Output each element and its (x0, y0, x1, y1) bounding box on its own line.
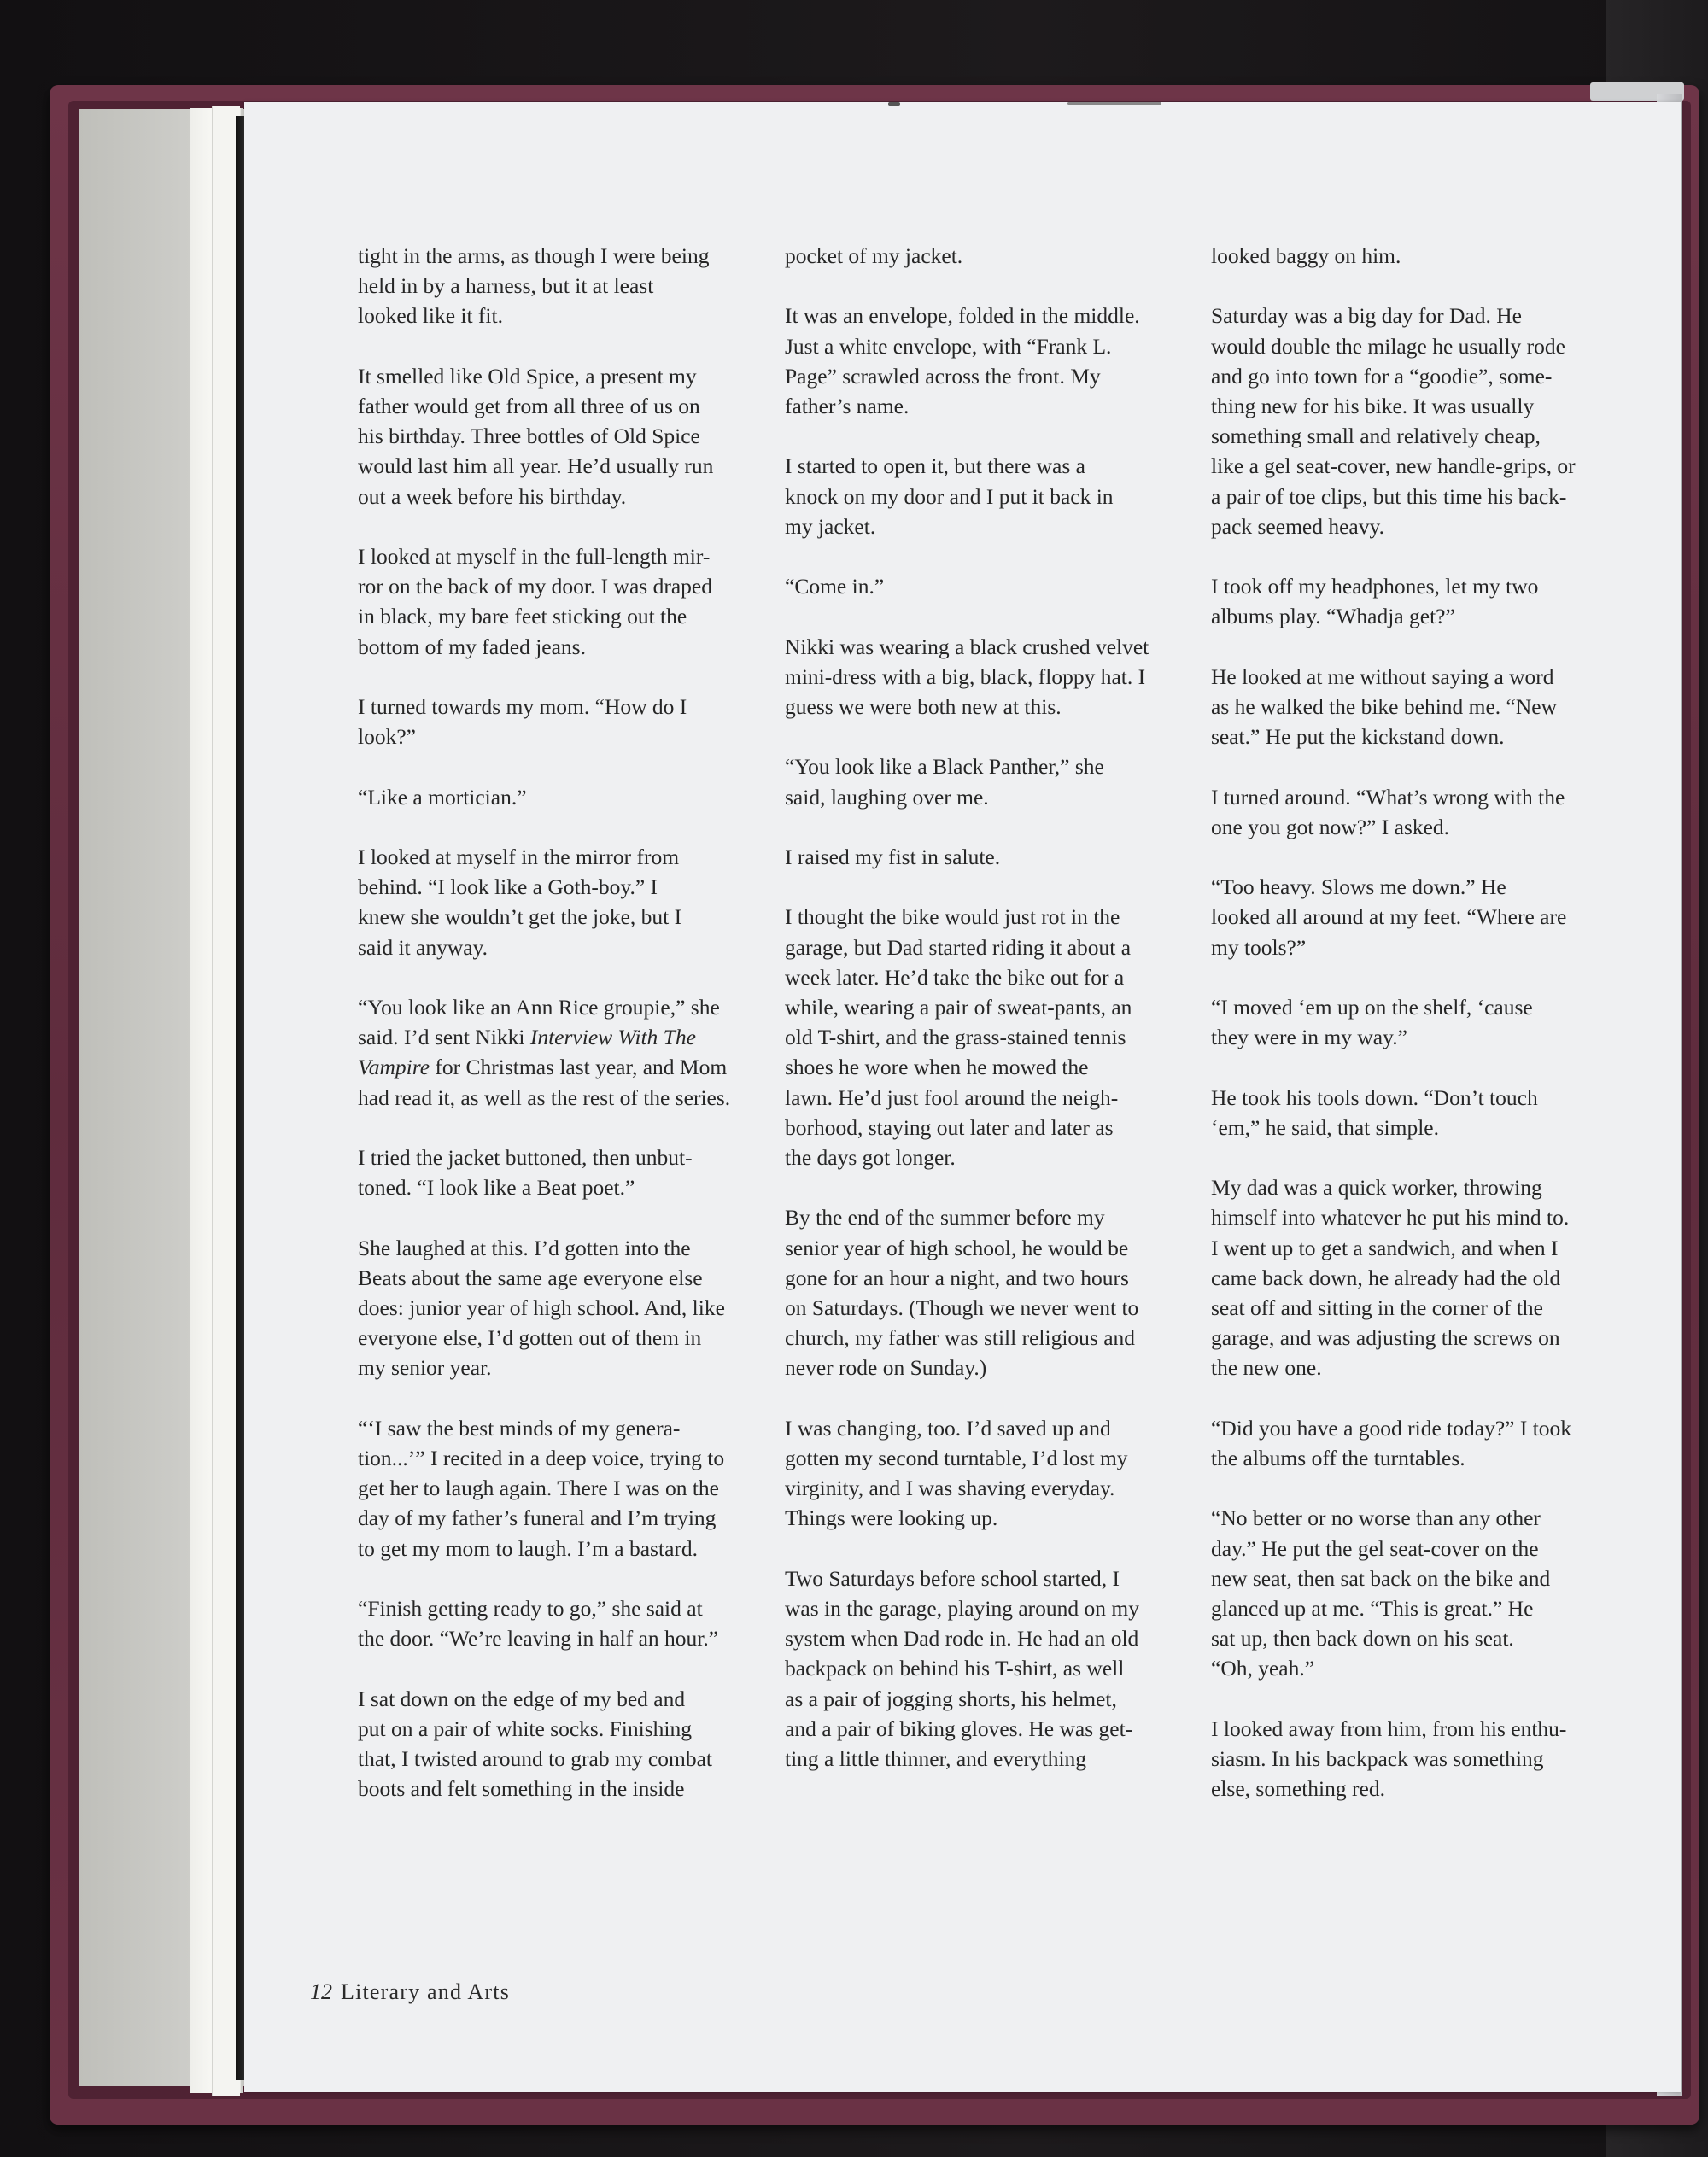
paragraph (1211, 1503, 1576, 1683)
paragraph (785, 842, 1149, 872)
text-line: as a pair of jogging shorts, his helmet, (785, 1686, 1117, 1711)
text-line: seat.” He put the kickstand down. (1211, 724, 1505, 750)
text-line: my senior year. (358, 1355, 492, 1381)
text-line: guess we were both new at this. (785, 693, 1062, 719)
text-line: new seat, then sat back on the bike and (1211, 1565, 1551, 1591)
paragraph (1211, 1714, 1576, 1804)
text-line: gone for an hour a night, and two hours (785, 1265, 1129, 1290)
paragraph (785, 301, 1149, 421)
paragraph (358, 1684, 730, 1804)
text-line: I turned towards my mom. “How do I (358, 694, 687, 719)
text-line: garage, but Dad started riding it about a (785, 934, 1132, 960)
text-line: I turned around. “What’s wrong with the (1211, 784, 1565, 810)
text-line: and go into town for a “goodie”, some- (1211, 363, 1553, 389)
text-line: glanced up at me. “This is great.” He (1211, 1595, 1534, 1621)
text-line: I tried the jacket buttoned, then unbut- (358, 1144, 693, 1170)
paragraph (785, 1202, 1149, 1382)
text-line: and a pair of biking gloves. He was get- (785, 1716, 1133, 1741)
paragraph (358, 1593, 730, 1653)
text-line: would last him all year. He’d usually run (358, 453, 714, 479)
text-line: tion...’” I recited in a deep voice, trying to (358, 1445, 725, 1470)
text-line: the door. “We’re leaving in half an hour.” (358, 1626, 719, 1651)
text-line: does: junior year of high school. And, like (358, 1295, 725, 1320)
text-line: while, wearing a pair of sweat-pants, an (785, 994, 1132, 1020)
text-line: I thought the bike would just rot in the (785, 904, 1120, 930)
text-line: held in by a harness, but it at least (358, 273, 654, 299)
text-line: lawn. He’d just fool around the neigh- (785, 1084, 1119, 1110)
text-line: thing new for his bike. It was usually (1211, 394, 1535, 418)
paragraph (358, 842, 730, 962)
paragraph (785, 1564, 1149, 1774)
text-line: It was an envelope, folded in the middle. (785, 303, 1140, 329)
text-line: seat off and sitting in the corner of the (1211, 1295, 1543, 1320)
text-line: else, something red. (1211, 1776, 1385, 1802)
book-title: Interview With The (529, 1025, 696, 1050)
paragraph (1211, 571, 1576, 631)
paragraph (1211, 662, 1576, 752)
page-footer (310, 1979, 510, 2005)
text-line: He took his tools down. “Don’t touch (1211, 1084, 1538, 1110)
sleeve-shadow (79, 109, 207, 2086)
paragraph (358, 992, 730, 1113)
text-line: day of my father’s funeral and I’m trying (358, 1505, 717, 1531)
text-line: came back down, he already had the old (1211, 1265, 1561, 1290)
text-line: something small and relatively cheap, (1211, 424, 1541, 449)
text-column-3 (1211, 241, 1576, 1834)
text-line: church, my father was still religious and (785, 1325, 1136, 1351)
text-line: week later. He’d take the bike out for a (785, 964, 1125, 990)
text-line: knock on my door and I put it back in (785, 483, 1114, 509)
paragraph (1211, 1413, 1576, 1473)
text-line (358, 1052, 730, 1082)
text-line: backpack on behind his T-shirt, as well (785, 1656, 1125, 1681)
text-line: would double the milage he usually rode (1211, 333, 1565, 359)
paragraph (358, 782, 730, 812)
text-line: “I moved ‘em up on the shelf, ‘cause (1211, 994, 1533, 1020)
text-line: shoes he wore when he mowed the (785, 1055, 1089, 1080)
text-line: that, I twisted around to grab my combat (358, 1745, 712, 1771)
text-line: put on a pair of white socks. Finishing (358, 1716, 692, 1741)
text-line: like a gel seat-cover, new handle-grips, or (1211, 453, 1576, 479)
text-line: ting a little thinner, and everything (785, 1746, 1087, 1771)
paragraph (785, 751, 1149, 811)
paragraph (1211, 992, 1576, 1052)
text-line: senior year of high school, he would be (785, 1235, 1129, 1260)
page-binding-edge (236, 116, 244, 2080)
text-line: “‘I saw the best minds of my genera- (358, 1415, 681, 1441)
text-line: my jacket. (785, 513, 876, 539)
paragraph (1211, 241, 1576, 271)
paragraph (1211, 301, 1576, 541)
text-line: “You look like a Black Panther,” she (785, 754, 1104, 780)
text-line: they were in my way.” (1211, 1025, 1407, 1050)
text-line (358, 1022, 730, 1052)
text-line: “Come in.” (785, 574, 885, 599)
text-line: Two Saturdays before school started, I (785, 1565, 1120, 1591)
text-line: I was changing, too. I’d saved up and (785, 1415, 1111, 1441)
book-title: Vampire (358, 1055, 430, 1080)
text-line: looked all around at my feet. “Where are (1211, 904, 1567, 930)
text-line: I sat down on the edge of my bed and (358, 1686, 686, 1711)
paragraph (785, 451, 1149, 541)
text-line: my tools?” (1211, 934, 1307, 960)
text-line: He looked at me without saying a word (1211, 663, 1554, 689)
paragraph (358, 692, 730, 751)
text-line: a pair of toe clips, but this time his back- (1211, 483, 1567, 509)
text-line: behind. “I look like a Goth-boy.” I (358, 874, 658, 900)
text-line: Page” scrawled across the front. My (785, 363, 1101, 389)
text-line: everyone else, I’d gotten out of them in (358, 1325, 702, 1351)
text-line: on Saturdays. (Though we never went to (785, 1295, 1139, 1320)
text-line: the days got longer. (785, 1144, 956, 1170)
text-line: look?” (358, 724, 416, 750)
text-line: garage, and was adjusting the screws on (1211, 1325, 1560, 1351)
paragraph (1211, 782, 1576, 842)
text-line: toned. “I look like a Beat poet.” (358, 1175, 635, 1201)
text-line: “Oh, yeah.” (1211, 1656, 1315, 1681)
text-run: for Christmas last year, and Mom (430, 1055, 728, 1080)
text-column-2 (785, 241, 1149, 1803)
text-line: It smelled like Old Spice, a present my (358, 363, 697, 389)
text-line: system when Dad rode in. He had an old (785, 1626, 1139, 1651)
text-line: She laughed at this. I’d gotten into the (358, 1235, 691, 1260)
text-line: tight in the arms, as though I were being (358, 243, 710, 268)
text-line: boots and felt something in the inside (358, 1776, 685, 1802)
text-line: old T-shirt, and the grass-stained tennis (785, 1025, 1126, 1050)
text-line: sat up, then back down on his seat. (1211, 1626, 1514, 1651)
paragraph (358, 1233, 730, 1383)
text-line: “Finish getting ready to go,” she said at (358, 1595, 703, 1621)
paragraph (1211, 1172, 1576, 1382)
text-line: Just a white envelope, with “Frank L. (785, 333, 1112, 359)
paragraph (785, 241, 1149, 271)
text-line: I went up to get a sandwich, and when I (1211, 1235, 1559, 1260)
text-line: the new one. (1211, 1355, 1322, 1381)
paragraph (1211, 872, 1576, 962)
page-number: 12 (310, 1979, 332, 2004)
text-line: “Like a mortician.” (358, 784, 527, 810)
text-line: ror on the back of my door. I was draped (358, 574, 712, 599)
paragraph (785, 1413, 1149, 1534)
text-line: By the end of the summer before my (785, 1205, 1105, 1230)
text-line: “No better or no worse than any other (1211, 1505, 1541, 1531)
text-line: said it anyway. (358, 934, 488, 960)
text-line: My dad was a quick worker, throwing (1211, 1175, 1542, 1201)
text-line: pack seemed heavy. (1211, 513, 1384, 539)
text-line: Saturday was a big day for Dad. He (1211, 303, 1522, 329)
text-line: out a week before his birthday. (358, 483, 627, 509)
text-line: had read it, as well as the rest of the series. (358, 1084, 731, 1110)
text-line: get her to laugh again. There I was on the (358, 1476, 719, 1501)
text-line: I took off my headphones, let my two (1211, 574, 1539, 599)
text-line: the albums off the turntables. (1211, 1445, 1465, 1470)
paragraph (358, 1143, 730, 1202)
text-line: Beats about the same age everyone else (358, 1265, 703, 1290)
text-line: to get my mom to laugh. I’m a bastard. (358, 1535, 699, 1561)
text-line: pocket of my jacket. (785, 243, 963, 268)
text-line: as he walked the bike behind me. “New (1211, 694, 1558, 719)
text-line: borhood, staying out later and later as (785, 1114, 1114, 1140)
text-line: gotten my second turntable, I’d lost my (785, 1445, 1128, 1470)
text-line: day.” He put the gel seat-cover on the (1211, 1535, 1539, 1561)
paragraph (785, 632, 1149, 722)
text-line: said, laughing over me. (785, 784, 989, 810)
text-line: I started to open it, but there was a (785, 453, 1085, 479)
paragraph (358, 541, 730, 662)
paragraph (358, 241, 730, 331)
text-line: I looked away from him, from his enthu- (1211, 1716, 1567, 1741)
text-line: I looked at myself in the mirror from (358, 844, 680, 869)
paragraph (785, 571, 1149, 601)
text-line: I raised my fist in salute. (785, 844, 1001, 869)
print-mark (1068, 102, 1161, 105)
paragraph (1211, 1083, 1576, 1143)
section-name: Literary and Arts (341, 1979, 511, 2004)
text-line: looked like it fit. (358, 303, 503, 329)
text-line: was in the garage, playing around on my (785, 1595, 1139, 1621)
text-line: ‘em,” he said, that simple. (1211, 1114, 1439, 1140)
text-line: father would get from all three of us on (358, 394, 700, 418)
text-line: virginity, and I was shaving everyday. (785, 1476, 1115, 1501)
text-line: himself into whatever he put his mind to. (1211, 1205, 1570, 1230)
paragraph (358, 361, 730, 511)
text-line: in black, my bare feet sticking out the (358, 604, 687, 629)
text-line: one you got now?” I asked. (1211, 814, 1450, 839)
text-line: “Did you have a good ride today?” I took (1211, 1415, 1572, 1441)
text-line: father’s name. (785, 394, 910, 418)
paragraph (358, 1413, 730, 1564)
text-line: I looked at myself in the full-length mir- (358, 544, 711, 569)
text-line: knew she wouldn’t get the joke, but I (358, 904, 682, 930)
text-line: looked baggy on him. (1211, 243, 1401, 268)
paragraph (785, 902, 1149, 1172)
text-line: Nikki was wearing a black crushed velvet (785, 634, 1149, 659)
text-line: mini-dress with a big, black, floppy hat. I (785, 663, 1146, 689)
text-line: albums play. “Whadja get?” (1211, 604, 1455, 629)
text-line: “You look like an Ann Rice groupie,” she (358, 994, 720, 1020)
text-line: Things were looking up. (785, 1505, 998, 1531)
text-column-1 (358, 241, 730, 1834)
text-line: siasm. In his backpack was something (1211, 1745, 1544, 1771)
text-line: bottom of my faded jeans. (358, 634, 586, 659)
print-mark (888, 102, 900, 106)
text-line: his birthday. Three bottles of Old Spice (358, 424, 700, 449)
text-line: “Too heavy. Slows me down.” He (1211, 874, 1506, 900)
text-run: said. I’d sent Nikki (358, 1025, 530, 1050)
text-line: never rode on Sunday.) (785, 1355, 987, 1381)
